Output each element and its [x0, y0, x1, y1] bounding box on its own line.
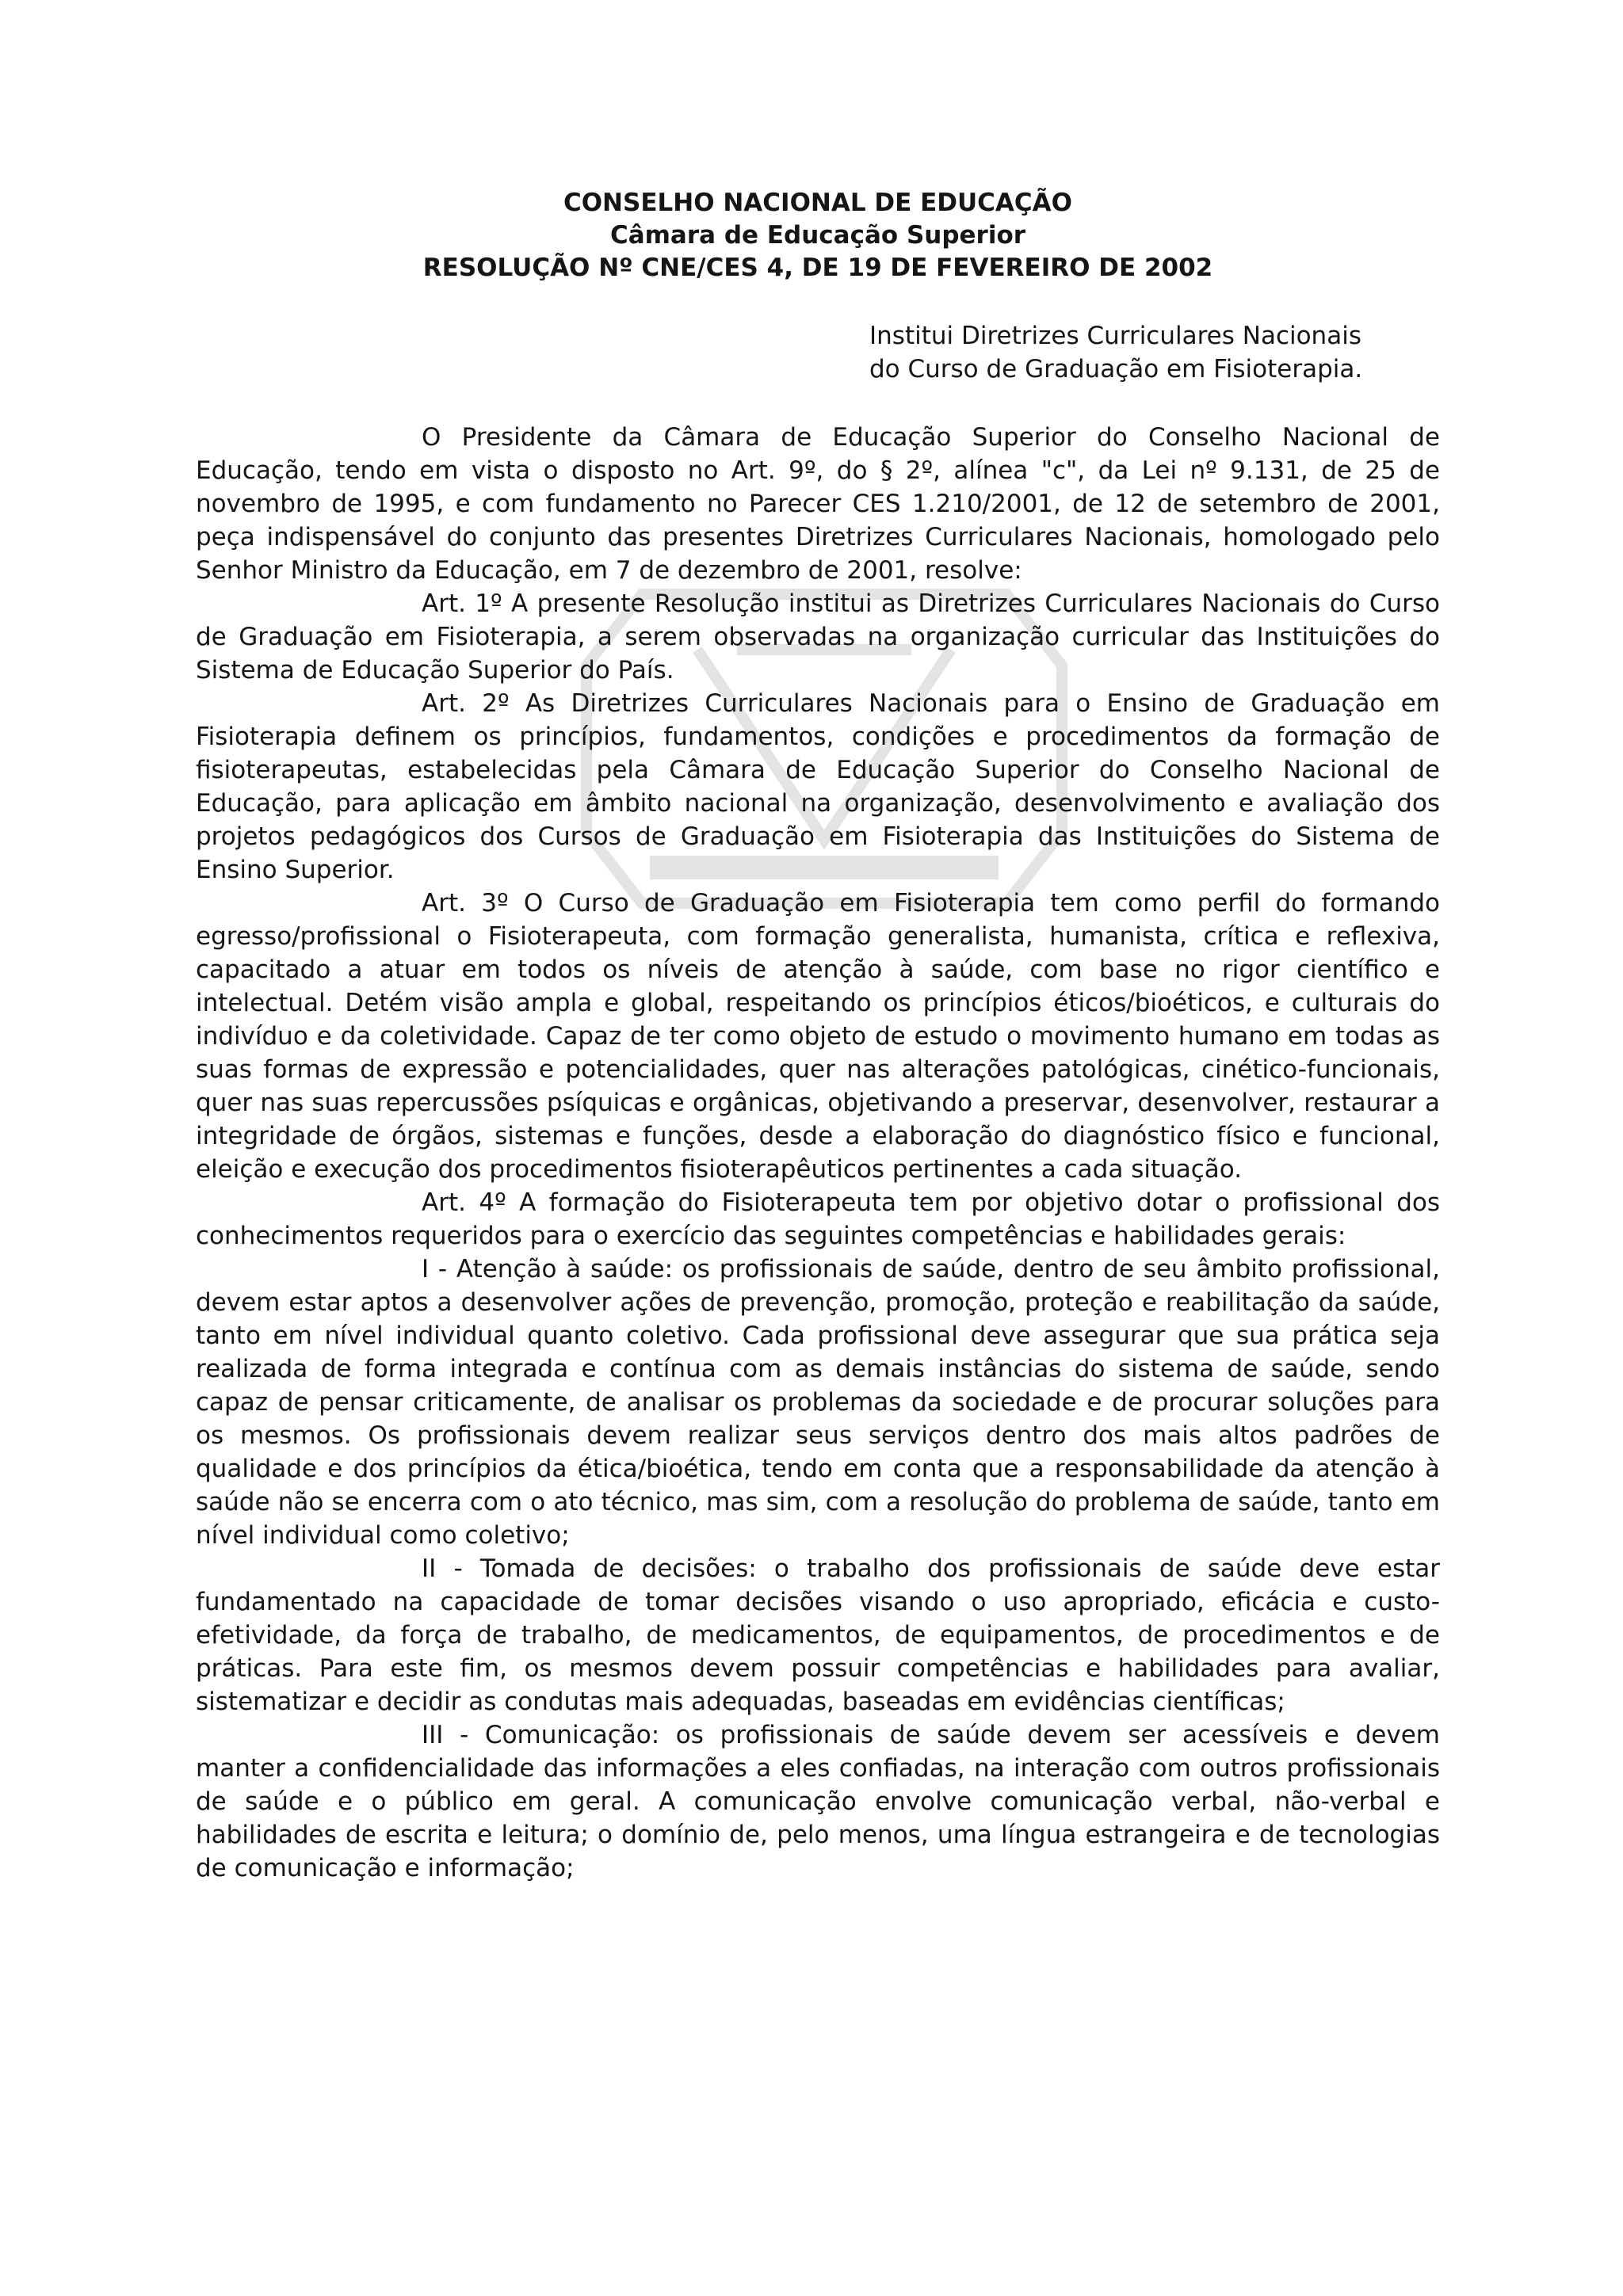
article-1: Art. 1º A presente Resolução institui as Diretrizes Curriculares Nacionais do Curso de Graduação em Fisioterapia, a serem observadas na organização curricular das Instituições do Sistema de Educação Superior do País.	[196, 589, 1440, 685]
council-name: CONSELHO NACIONAL DE EDUCAÇÃO	[563, 189, 1073, 217]
preamble-paragraph: O Presidente da Câmara de Educação Superior do Conselho Nacional de Educação, tendo em vista o disposto no Art. 9º, do § 2º, alínea "c", da Lei nº 9.131, de 25 de novembro de 1995, e com fundamento no Parecer CES 1.210/2001, de 12 de setembro de 2001, peça indispensável do conjunto das presentes Diretrizes Curriculares Nacionais, homologado pelo Senhor Ministro da Educação, em 7 de dezembro de 2001, resolve:	[196, 423, 1440, 585]
chamber-name: Câmara de Educação Superior	[609, 221, 1026, 250]
ementa	[869, 319, 1440, 386]
document-header	[196, 187, 1440, 284]
ementa-line-2: do Curso de Graduação em Fisioterapia.	[869, 355, 1363, 383]
item-ii-tomada-decisoes: II - Tomada de decisões: o trabalho dos profissionais de saúde deve estar fundamentado na capacidade de tomar decisões visando o uso apropriado, eficácia e custo-efetividade, da força de trabalho, de medicamentos, de equipamentos, de procedimentos e de práticas. Para este fim, os mesmos devem possuir competências e habilidades para avaliar, sistematizar e decidir as condutas mais adequadas, baseadas em evidências científicas;	[196, 1554, 1440, 1716]
document-body	[196, 421, 1440, 1885]
document-page	[196, 187, 1440, 1885]
article-3: Art. 3º O Curso de Graduação em Fisioterapia tem como perfil do formando egresso/profissional o Fisioterapeuta, com formação generalista, humanista, crítica e reflexiva, capacitado a atuar em todos os níveis de atenção à saúde, com base no rigor científico e intelectual. Detém visão ampla e global, respeitando os princípios éticos/bioéticos, e culturais do indivíduo e da coletividade. Capaz de ter como objeto de estudo o movimento humano em todas as suas formas de expressão e potencialidades, quer nas alterações patológicas, cinético-funcionais, quer nas suas repercussões psíquicas e orgânicas, objetivando a preservar, desenvolver, restaurar a integridade de órgãos, sistemas e funções, desde a elaboração do diagnóstico físico e funcional, eleição e execução dos procedimentos fisioterapêuticos pertinentes a cada situação.	[196, 889, 1440, 1184]
ementa-line-1: Institui Diretrizes Curriculares Nacionais	[869, 322, 1361, 350]
article-4: Art. 4º A formação do Fisioterapeuta tem por objetivo dotar o profissional dos conhecimentos requeridos para o exercício das seguintes competências e habilidades gerais:	[196, 1188, 1440, 1250]
resolution-title: RESOLUÇÃO Nº CNE/CES 4, DE 19 DE FEVEREIRO DE 2002	[422, 254, 1213, 282]
item-i-atencao-saude: I - Atenção à saúde: os profissionais de saúde, dentro de seu âmbito profissional, devem estar aptos a desenvolver ações de prevenção, promoção, proteção e reabilitação da saúde, tanto em nível individual quanto coletivo. Cada profissional deve assegurar que sua prática seja realizada de forma integrada e contínua com as demais instâncias do sistema de saúde, sendo capaz de pensar criticamente, de analisar os problemas da sociedade e de procurar soluções para os mesmos. Os profissionais devem realizar seus serviços dentro dos mais altos padrões de qualidade e dos princípios da ética/bioética, tendo em conta que a responsabilidade da atenção à saúde não se encerra com o ato técnico, mas sim, com a resolução do problema de saúde, tanto em nível individual como coletivo;	[196, 1255, 1440, 1550]
item-iii-comunicacao: III - Comunicação: os profissionais de saúde devem ser acessíveis e devem manter a confidencialidade das informações a eles confiadas, na interação com outros profissionais de saúde e o público em geral. A comunicação envolve comunicação verbal, não-verbal e habilidades de escrita e leitura; o domínio de, pelo menos, uma língua estrangeira e de tecnologias de comunicação e informação;	[196, 1721, 1440, 1882]
article-2: Art. 2º As Diretrizes Curriculares Nacionais para o Ensino de Graduação em Fisioterapia definem os princípios, fundamentos, condições e procedimentos da formação de fisioterapeutas, estabelecidas pela Câmara de Educação Superior do Conselho Nacional de Educação, para aplicação em âmbito nacional na organização, desenvolvimento e avaliação dos projetos pedagógicos dos Cursos de Graduação em Fisioterapia das Instituições do Sistema de Ensino Superior.	[196, 689, 1440, 884]
